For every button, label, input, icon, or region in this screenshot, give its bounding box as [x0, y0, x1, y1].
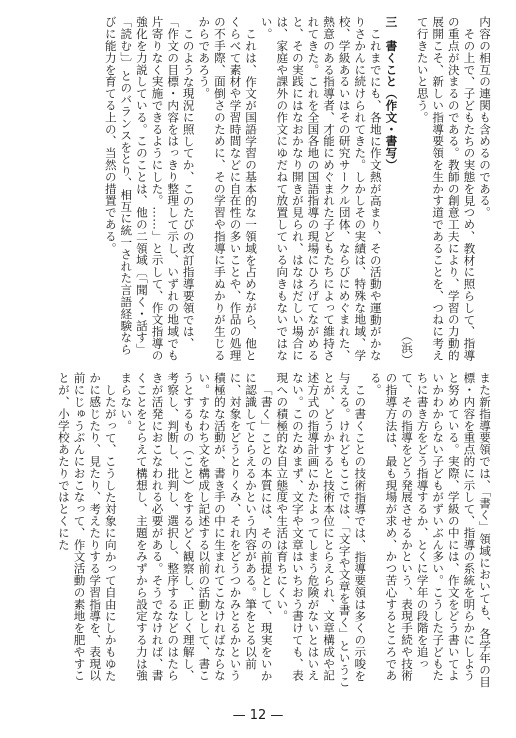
paragraph: この書くことの技術指導では、指導要領は多くの示唆を与える。けれどもここでは、「文字や文章を書く」ということが、どうかすると技術本位にとらえられ、文章構成や記述方式の指導計画にかたよってしまう危険がないとはいえない。このためまず、文字や文章はいちおう書けても、表現への積極的な自立態度や生活は育ちにくい。: [275, 372, 368, 688]
paragraph: 「書く」ことの本質には、その前提として、現実をいかに認識してとらえるかという内容がある。筆をとる以前に、対象をどうとりくみ、それをどうつかみとるかという積極的な活動が、書き手の中に生まれてこなければならない。すなわち文を構成し記述する以前の活動として、書こうとするもの（こと）をするどく観察し、正しく理解し、考察し、判断し、批判し、選択し、整序するなどのはたらきが活発におこなわれる必要がある。そうでなければ、書くことをとらえて構想し、主題をみずから設定する力は強まらない。: [119, 372, 274, 682]
paragraph: このような現況に照してか、このたびの改訂指導要領では、「作文の目標・内容をはっきり整理して示し、いずれの地域でも片寄りなく実施できるようにした。……」と示して、作文指導の強化を力説している。このことは、他の二領域〔「聞く・話す」「読む」〕とのバランスをとり、相互に統一された言語経験ならびに能力を育てる上の、当然の措置である。: [103, 16, 196, 362]
paragraph: これは、作文が国語学習の基本的な一領域を占めながら、他とくらべて素材や学習時間などに自在性の多いことや、作品の処理の不手際、面倒さのために、その学習や指導に手ぬかりが生じるからであろう。: [197, 16, 259, 362]
paragraph: また新指導要領では、「書く」領域においても、各学年の目標・内容を重点的に示して、指導の系統を明らかにしようと努めている。実際、学級の中には、作文をどう書いてよいかわからない子どもがずいぶん多い。こうした子どもたちに書き方をどう指導するか、とくに学年の段階を追って、その指導をどう発展させるかという、表現手続や技術の指導方法は、最も現場が求め、かつ苦心するところである。: [368, 372, 492, 688]
paragraph: その上で、子どもたちの実態を見つめ、教材に照らして、指導の重点が決まるのである。教師の創意工夫により、学習の力動的展開こそ、新しい指導要領を生かす道であることを、つねに考えて行きたいと思う。: [415, 16, 477, 362]
page-number: — 12 —: [232, 708, 284, 723]
paragraph: これまでにも、各地に作文熱が高まり、その活動や運動がかなりさかんに続けられてきた。しかしその実績は、特殊な地域、学校、学級あるいはその研究サークル団体、ならびにめぐまれた、熱意のある指導者、才能にめぐまれた子どもたちによって維持されてきた。これを全国各地の国語指導の現場にひろげてながめると、その実践にはなおかなり開きが見られ、はなはだしい場合には、家庭や課外の作文にゆだねて放置している向きもないではない。: [259, 16, 383, 362]
lower-text-block: [22, 372, 492, 690]
section-heading: 三 書くこと（作文・書写）: [384, 16, 399, 171]
paragraph: したがって、こうした対象に向かって自由にしかもゆたかに感じたり、見たり、考えたりする学習指導を、表現以前にじゅうぶんにおこなって、作文活動の素地を肥やすことが、小学校あたりではとくにた: [56, 372, 118, 682]
author-initial: （浜）: [400, 330, 415, 366]
upper-text-block: [22, 16, 492, 366]
paragraph: 内容の相互の連関も含めるのである。: [478, 16, 492, 219]
